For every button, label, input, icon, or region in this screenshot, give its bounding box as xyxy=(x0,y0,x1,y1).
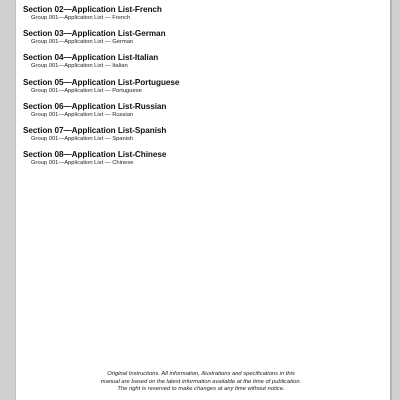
section-title[interactable]: Section 05—Application List-Portuguese xyxy=(23,77,180,87)
section-title[interactable]: Section 07—Application List-Spanish xyxy=(23,125,167,135)
group-line[interactable]: Group 001—Application List — Chinese xyxy=(31,160,134,167)
table-of-contents xyxy=(23,5,363,174)
footer-line-3: The right is reserved to make changes at any time without notice. xyxy=(117,386,285,393)
toc-entry-section-04[interactable] xyxy=(23,53,363,70)
section-title[interactable]: Section 02—Application List-French xyxy=(23,5,162,14)
document-page xyxy=(16,0,390,400)
toc-entry-section-08[interactable] xyxy=(23,150,363,167)
toc-entry-section-03[interactable] xyxy=(23,29,363,46)
toc-entry-section-07[interactable] xyxy=(23,126,363,143)
footer-line-2: manual are based on the latest information available at the time of publication. xyxy=(100,378,302,385)
section-title[interactable]: Section 04—Application List-Italian xyxy=(23,53,159,63)
group-line[interactable]: Group 001—Application List — Portuguese xyxy=(31,87,142,94)
group-line[interactable]: Group 001—Application List — German xyxy=(31,39,134,46)
group-line[interactable]: Group 001—Application List — Russian xyxy=(31,111,134,118)
toc-entry-section-05[interactable] xyxy=(23,78,363,95)
section-title[interactable]: Section 03—Application List-German xyxy=(23,29,166,39)
group-line[interactable]: Group 001—Application List — Spanish xyxy=(31,135,134,142)
toc-entry-section-02[interactable] xyxy=(23,5,363,22)
toc-entry-section-06[interactable] xyxy=(23,102,363,119)
footer-line-1: Original Instructions. All information, illustrations and specifications in this xyxy=(107,371,295,377)
section-title[interactable]: Section 08—Application List-Chinese xyxy=(23,150,167,160)
group-line[interactable]: Group 001—Application List — French xyxy=(31,15,131,21)
publication-notice xyxy=(56,371,346,394)
group-line[interactable]: Group 001—Application List — Italian xyxy=(31,63,128,70)
section-title[interactable]: Section 06—Application List-Russian xyxy=(23,101,167,111)
